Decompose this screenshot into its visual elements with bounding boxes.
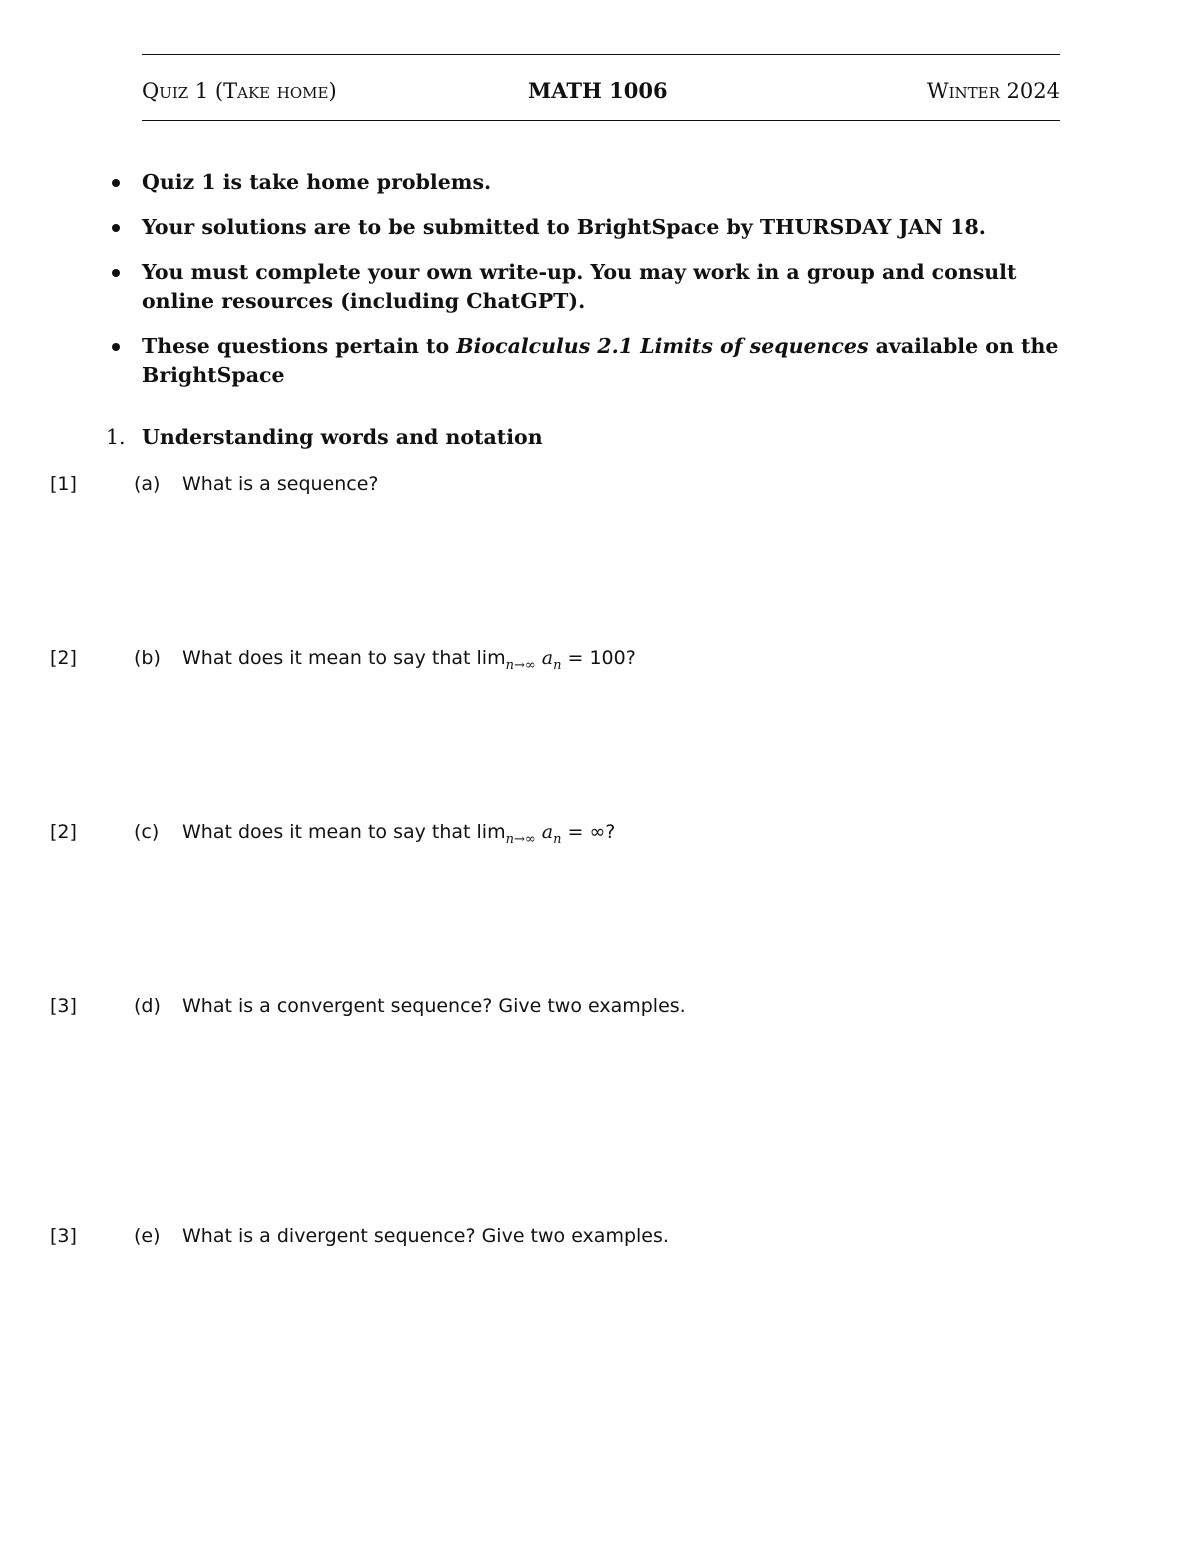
part-text — [182, 643, 636, 676]
bullet-icon — [112, 269, 120, 277]
header-term: Winter 2024 — [926, 79, 1060, 103]
part-text: What is a divergent sequence? Give two examples. — [182, 1225, 669, 1247]
instruction-text: You must complete your own write-up. You may work in a group and consult online resources (including ChatGPT). — [142, 260, 1017, 313]
limit-subscript: n→∞ — [505, 658, 536, 673]
limit-subscript: n→∞ — [505, 832, 536, 847]
part-marks: [2] — [50, 647, 77, 669]
instruction-text: Quiz 1 is take home problems. — [142, 170, 492, 194]
bullet-icon — [112, 179, 120, 187]
question-number: 1. — [106, 425, 126, 449]
part-marks: [3] — [50, 1225, 77, 1247]
variable-subscript: n — [553, 832, 562, 847]
part-label: (a) — [134, 473, 161, 495]
part-label: (c) — [134, 821, 160, 843]
part-label: (b) — [134, 647, 161, 669]
part-text-after: = ∞? — [561, 821, 616, 843]
question-heading — [106, 423, 543, 452]
instruction-item — [142, 213, 1060, 242]
instruction-item — [142, 258, 1060, 316]
header-top-rule — [142, 54, 1060, 55]
instruction-text-before: These questions pertain to — [142, 334, 457, 358]
question-part — [0, 469, 1200, 499]
part-text — [182, 817, 615, 850]
question-part — [0, 817, 1200, 847]
bullet-icon — [112, 224, 120, 232]
instruction-item — [142, 168, 1060, 197]
instruction-text-after: available on the BrightSpace — [142, 334, 1059, 387]
part-marks: [3] — [50, 995, 77, 1017]
math-variable: a — [541, 647, 554, 669]
header-bottom-rule — [142, 120, 1060, 121]
part-marks: [1] — [50, 473, 77, 495]
part-text-after: = 100? — [561, 647, 636, 669]
header-quiz-title: Quiz 1 (Take home) — [142, 79, 337, 103]
part-text: What is a convergent sequence? Give two examples. — [182, 995, 686, 1017]
question-part — [0, 1221, 1200, 1251]
question-part — [0, 991, 1200, 1021]
question-part — [0, 643, 1200, 673]
instruction-text: Your solutions are to be submitted to BrightSpace by THURSDAY JAN 18. — [142, 215, 986, 239]
part-label: (e) — [134, 1225, 161, 1247]
part-text: What is a sequence? — [182, 473, 379, 495]
variable-subscript: n — [553, 658, 562, 673]
part-text-before: What does it mean to say that lim — [182, 647, 506, 669]
question-title: Understanding words and notation — [142, 425, 543, 449]
textbook-reference: Biocalculus 2.1 Limits of sequences — [456, 334, 869, 358]
part-text-before: What does it mean to say that lim — [182, 821, 506, 843]
instruction-text — [142, 334, 1058, 387]
part-marks: [2] — [50, 821, 77, 843]
bullet-icon — [112, 343, 120, 351]
math-variable: a — [541, 821, 554, 843]
part-label: (d) — [134, 995, 161, 1017]
instruction-item — [142, 332, 1060, 390]
header-course-code: MATH 1006 — [528, 78, 668, 103]
